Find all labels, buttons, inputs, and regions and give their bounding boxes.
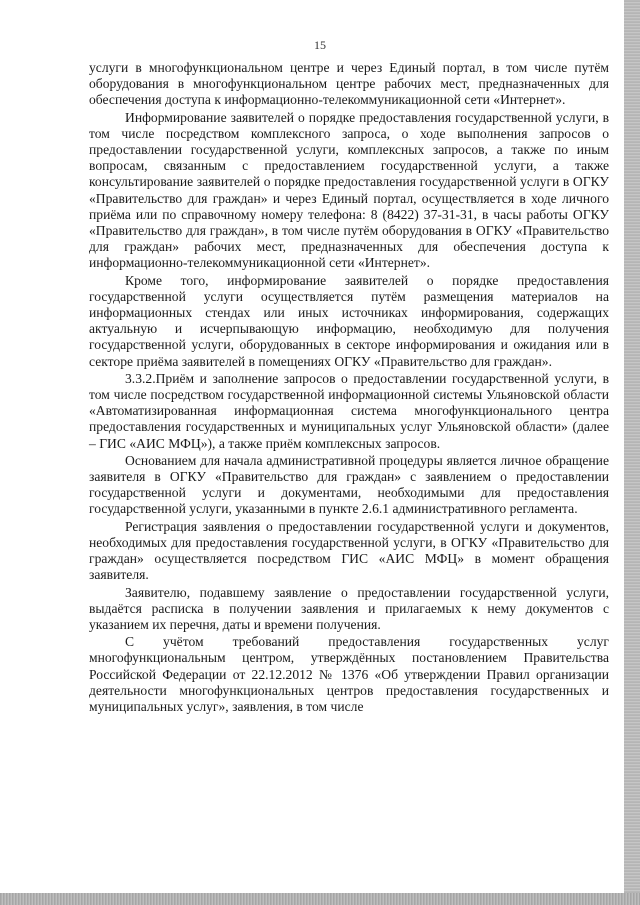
paragraph-grounds: Основанием для начала административной процедуры является личное обращение заявителя в ОГКУ «Правительство для граждан» с заявлением о предоставлении государственной услуги и документами, необходимыми для предоставления государственной услуги, указанными в пункте 2.6.1 административного регламента.: [89, 452, 609, 517]
scan-edge-right: [624, 0, 640, 905]
paragraph-requirements: С учётом требований предоставления государственных услуг многофункциональным центром, утверждённых постановлением Правительства Российской Федерации от 22.12.2012 № 1376 «Об утверждении Правил организации деятельности многофункциональных центров предоставления государственных и муниципальных услуг», заявления, в том числе: [89, 634, 609, 714]
paragraph-stands: Кроме того, информирование заявителей о порядке предоставления государственной услуги осуществляется путём размещения материалов на информационных стендах или иных источниках информирования, содержащих актуальную и исчерпывающую информацию, необходимую для получения государственной услуги, оборудованных в секторе информирования и ожидания или в секторе приёма заявителей в помещениях ОГКУ «Правительство для граждан».: [89, 272, 609, 369]
paragraph-continuation: услуги в многофункциональном центре и через Единый портал, в том числе путём оборудования в многофункциональном центре рабочих мест, предназначенных для обеспечения доступа к информационно-телекоммуникационной сети «Интернет».: [89, 60, 609, 108]
document-body: [89, 60, 609, 716]
paragraph-informing: Информирование заявителей о порядке предоставления государственной услуги, в том числе посредством комплексного запроса, о ходе выполнения запросов о предоставлении государственной услуги, комплексных запросов, а также по иным вопросам, связанным с предоставлением государственной услуги, а также консультирование заявителей о порядке предоставления государственной услуги в ОГКУ «Правительство для граждан» и через Единый портал, осуществляется в ходе личного приёма или по справочному номеру телефона: 8 (8422) 37-31-31, в часы работы ОГКУ «Правительство для граждан», в том числе путём оборудования в ОГКУ «Правительство для граждан» рабочих мест, предназначенных для обеспечения доступа к информационно-телекоммуникационной сети «Интернет».: [89, 109, 609, 271]
paragraph-registration: Регистрация заявления о предоставлении государственной услуги и документов, необходимых для предоставления государственной услуги, в ОГКУ «Правительство для граждан» осуществляется посредством ГИС «АИС МФЦ» в момент обращения заявителя.: [89, 518, 609, 583]
paragraph-section-3-3-2: 3.3.2.Приём и заполнение запросов о предоставлении государственной услуги, в том числе посредством государственной информационной системы Ульяновской области «Автоматизированная информационная система многофункционального центра предоставления государственных и муниципальных услуг Ульяновской области» (далее – ГИС «АИС МФЦ»), а также приём комплексных запросов.: [89, 370, 609, 451]
paragraph-receipt: Заявителю, подавшему заявление о предоставлении государственной услуги, выдаётся расписка в получении заявления и прилагаемых к нему документов с указанием их перечня, даты и времени получения.: [89, 584, 609, 632]
scan-edge-bottom: [0, 893, 640, 905]
page-number: 15: [314, 38, 326, 52]
